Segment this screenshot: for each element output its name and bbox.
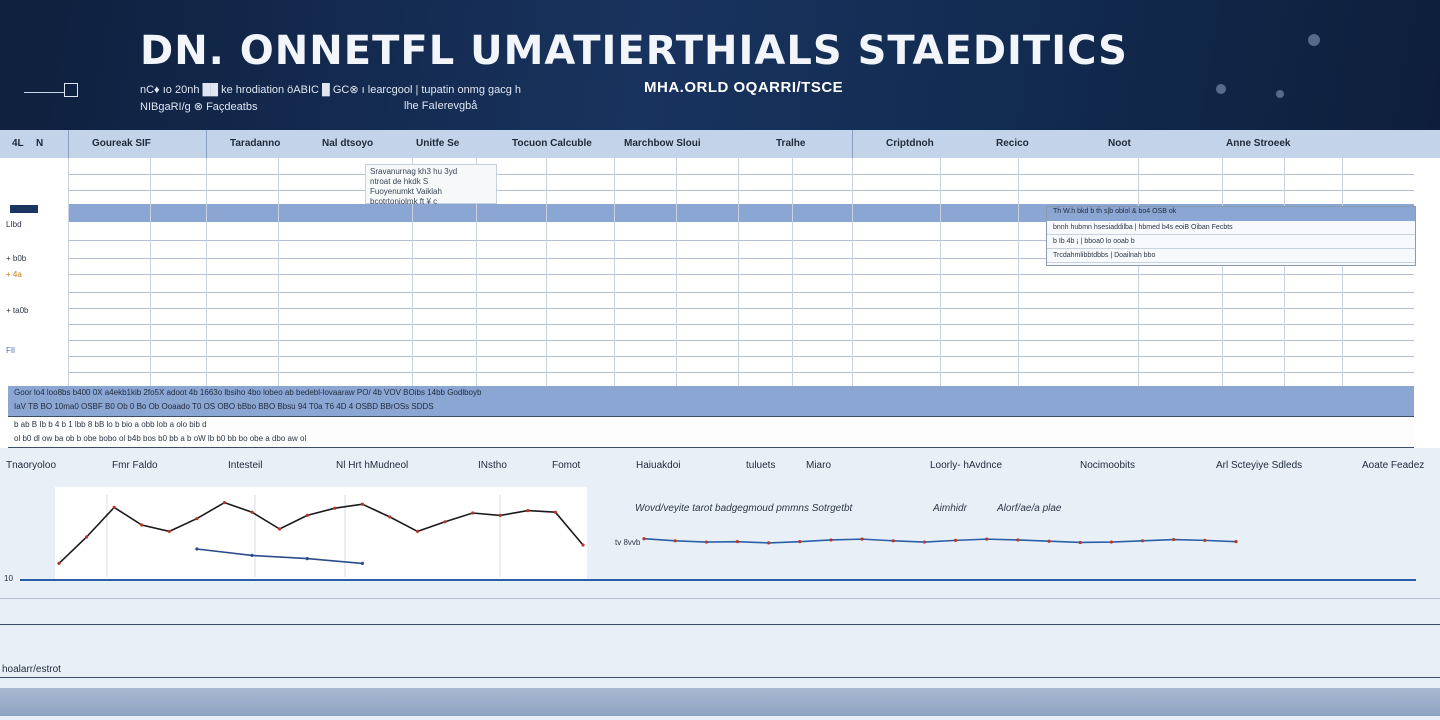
grid-column-line: [940, 158, 941, 388]
data-point[interactable]: [85, 535, 88, 538]
axis-label: Fomot: [552, 460, 581, 471]
data-point[interactable]: [674, 539, 677, 542]
grid-column-line: [150, 158, 151, 388]
divider: [24, 92, 64, 93]
divider: [0, 598, 1440, 599]
data-point[interactable]: [388, 515, 391, 518]
grid-column-line: [738, 158, 739, 388]
data-point[interactable]: [306, 514, 309, 517]
axis-label: Miaro: [806, 460, 832, 471]
column-header[interactable]: Recico: [996, 138, 1029, 149]
axis-label: Nl Hrt hMudneol: [336, 460, 409, 471]
category-axis-row: [0, 456, 1440, 476]
axis-label: Aoate Feadez: [1362, 460, 1425, 471]
grid-column-line: [1138, 158, 1139, 388]
data-point[interactable]: [444, 520, 447, 523]
data-point[interactable]: [829, 538, 832, 541]
data-point[interactable]: [526, 509, 529, 512]
divider: [0, 624, 1440, 625]
data-point[interactable]: [306, 557, 309, 560]
axis-label: tuluets: [746, 460, 776, 471]
data-point[interactable]: [923, 540, 926, 543]
footer-label: hoalarr/estrot: [2, 664, 61, 675]
grid-line: [68, 174, 1414, 175]
series-line-black: [59, 503, 583, 564]
data-point[interactable]: [471, 511, 474, 514]
decor-dot: [1308, 34, 1320, 46]
column-separator: [206, 130, 207, 158]
data-point[interactable]: [250, 554, 253, 557]
comment-line: Fuoyenumkt Vaiklah: [370, 187, 442, 196]
data-point[interactable]: [333, 507, 336, 510]
menu-icon[interactable]: [64, 83, 78, 97]
grid-column-line: [792, 158, 793, 388]
data-point[interactable]: [985, 538, 988, 541]
data-point[interactable]: [499, 514, 502, 517]
data-point[interactable]: [642, 537, 645, 540]
data-point[interactable]: [1047, 540, 1050, 543]
series-line-trend: [644, 539, 1236, 543]
grid-line: [68, 324, 1414, 325]
column-header[interactable]: Goureak SIF: [92, 138, 151, 149]
column-header[interactable]: Nal dtsoyo: [322, 138, 374, 149]
axis-label: Arl Scteyiye Sdleds: [1216, 460, 1303, 471]
spreadsheet-grid[interactable]: [0, 158, 1440, 448]
comment-line: bcotrtoniolmk ft ¥ c: [370, 197, 438, 206]
page-title: DN. ONNETFL UMATIERTHIALS STAEDITICS: [140, 28, 1128, 74]
divider: [0, 677, 1440, 678]
grid-column-line: [206, 158, 207, 388]
meta-line-3: lhe FaIerevgbå: [404, 100, 478, 112]
data-point[interactable]: [278, 527, 281, 530]
detail-rows[interactable]: [8, 416, 1414, 448]
data-point[interactable]: [195, 517, 198, 520]
data-point[interactable]: [1110, 540, 1113, 543]
cell-comment[interactable]: [365, 164, 497, 204]
data-point[interactable]: [767, 541, 770, 544]
summary-row: Trcdahmlibbtdbbs | Doailnah bbo: [1047, 249, 1415, 263]
data-point[interactable]: [168, 530, 171, 533]
meta-highlight: MHA.ORLD OQARRI/TSCE: [644, 79, 844, 96]
data-point[interactable]: [954, 539, 957, 542]
axis-label: Tnaoryoloo: [6, 460, 57, 471]
grid-column-line: [1018, 158, 1019, 388]
decor-dot: [1276, 90, 1284, 98]
corner-label: N: [36, 138, 44, 149]
grid-column-line: [676, 158, 677, 388]
grid-line: [68, 190, 1414, 191]
decor-dot: [1216, 84, 1226, 94]
grid-column-line: [1284, 158, 1285, 388]
chart-value-label: tv 8vvb: [615, 538, 641, 547]
column-header[interactable]: Criptdnoh: [886, 138, 934, 149]
series-line-blue: [197, 549, 362, 563]
grid-column-line: [1222, 158, 1223, 388]
trend-chart: [640, 520, 1240, 570]
grid-line: [68, 292, 1414, 293]
comment-line: Sravanurnag kh3 hu 3yd: [370, 167, 458, 176]
axis-label: Loorly- hAvdnce: [930, 460, 1003, 471]
line-chart: [55, 487, 587, 579]
grid-column-line: [614, 158, 615, 388]
column-header[interactable]: Taradanno: [230, 138, 281, 149]
data-point[interactable]: [1203, 539, 1206, 542]
chart-legend: Alorf/ae/a plae: [997, 503, 1062, 514]
grid-line: [68, 340, 1414, 341]
row-label: LIbd: [6, 220, 22, 229]
grid-column-line: [1342, 158, 1343, 388]
detail-row: ol b0 dl ow ba ob b obe bobo ol b4b bos b0 bb a b oW lb b0 bb bo obe a dbo aw ol: [14, 434, 307, 443]
grid-column-line: [852, 158, 853, 388]
column-separator: [852, 130, 853, 158]
data-point[interactable]: [861, 538, 864, 541]
data-point[interactable]: [223, 501, 226, 504]
totals-band[interactable]: [8, 386, 1414, 416]
row-label: FIl: [6, 346, 15, 355]
column-header[interactable]: Noot: [1108, 138, 1131, 149]
summary-header: Th W.h bkd b th s|b oblol & bo4 OSB ok: [1047, 207, 1415, 221]
totals-row: IaV TB BO 10ma0 OSBF B0 Ob 0 Bo Ob Ooaado T0 OS OBO bBbo BBO Bbsu 94 T0a T6 4D 4 OSBD BBrOSs SDDS: [14, 402, 434, 411]
data-point[interactable]: [554, 511, 557, 514]
axis-zero-label: 10: [4, 574, 13, 583]
data-point[interactable]: [1141, 539, 1144, 542]
grid-line: [68, 356, 1414, 357]
data-point[interactable]: [140, 523, 143, 526]
meta-line-2: NIBgaRI/g ⊗ Façdeatbs: [140, 101, 258, 113]
data-point[interactable]: [361, 503, 364, 506]
row-label: + b0b: [6, 254, 27, 263]
summary-table[interactable]: [1046, 206, 1416, 266]
row-marker-icon: [10, 205, 38, 213]
row-label: + ta0b: [6, 306, 29, 315]
data-point[interactable]: [113, 506, 116, 509]
column-header[interactable]: Tocuon Calcuble: [512, 138, 592, 149]
grid-line: [68, 308, 1414, 309]
grid-line: [68, 372, 1414, 373]
data-point[interactable]: [57, 562, 60, 565]
column-header[interactable]: Anne Stroeek: [1226, 138, 1291, 149]
comment-line: ntroat de hkdk S: [370, 177, 429, 186]
totals-row: Goor lo4 loo8bs b400 0X a4ekb1kib 2fo5X adoot 4b 1663o lbsiho 4bo lobeo ab bedebl-lovaaraw PO/ 4b VOV BOibs 14bb Godlboyb: [14, 388, 482, 397]
data-point[interactable]: [361, 562, 364, 565]
column-header[interactable]: Unitfe Se: [416, 138, 460, 149]
column-header-bar: [0, 130, 1440, 159]
footer-bar: [0, 688, 1440, 716]
data-point[interactable]: [736, 540, 739, 543]
detail-row: b ab B Ib b 4 b 1 lbb 8 bB lo b bio a obb lob a olo bib d: [14, 420, 207, 429]
column-header[interactable]: Tralhe: [776, 138, 806, 149]
column-separator: [68, 130, 69, 158]
data-point[interactable]: [705, 540, 708, 543]
meta-line-1: nC♦ ıo 20nh ██ ke hrodiation öABIC █ GC⊗ ı learcgool | tupatin onmg gacg h: [140, 84, 522, 96]
data-point[interactable]: [416, 530, 419, 533]
line-chart-panel[interactable]: [55, 487, 587, 579]
data-point[interactable]: [1016, 538, 1019, 541]
chart-legend: Wovd/veyite tarot badgegmoud pmmns Sotrgetbt: [635, 503, 853, 514]
chart-legend: Aimhidr: [933, 503, 967, 514]
axis-label: Fmr Faldo: [112, 460, 158, 471]
grid-column-line: [278, 158, 279, 388]
data-point[interactable]: [1172, 538, 1175, 541]
axis-label: Intesteil: [228, 460, 263, 471]
data-point[interactable]: [1234, 540, 1237, 543]
data-point[interactable]: [250, 511, 253, 514]
data-point[interactable]: [195, 547, 198, 550]
data-point[interactable]: [798, 540, 801, 543]
axis-label: Haiuakdoi: [636, 460, 681, 471]
row-label: + 4a: [6, 270, 22, 279]
grid-line: [68, 274, 1414, 275]
chart-baseline: [20, 579, 1416, 581]
axis-label: INstho: [478, 460, 507, 471]
grid-column-line: [546, 158, 547, 388]
grid-column-line: [68, 158, 69, 388]
axis-label: Nocimoobits: [1080, 460, 1136, 471]
summary-row: b Ib 4b ¡ | bboa0 lo ooab b: [1047, 235, 1415, 249]
data-point[interactable]: [1079, 541, 1082, 544]
corner-label: 4L: [12, 138, 24, 149]
data-point[interactable]: [892, 539, 895, 542]
data-point[interactable]: [581, 543, 584, 546]
title-banner: [0, 0, 1440, 130]
column-header[interactable]: Marchbow Sloui: [624, 138, 701, 149]
summary-row: bnnh hubmn hsesiaddilba | hbmed b4s eoiB Oiban Fecbts: [1047, 221, 1415, 235]
